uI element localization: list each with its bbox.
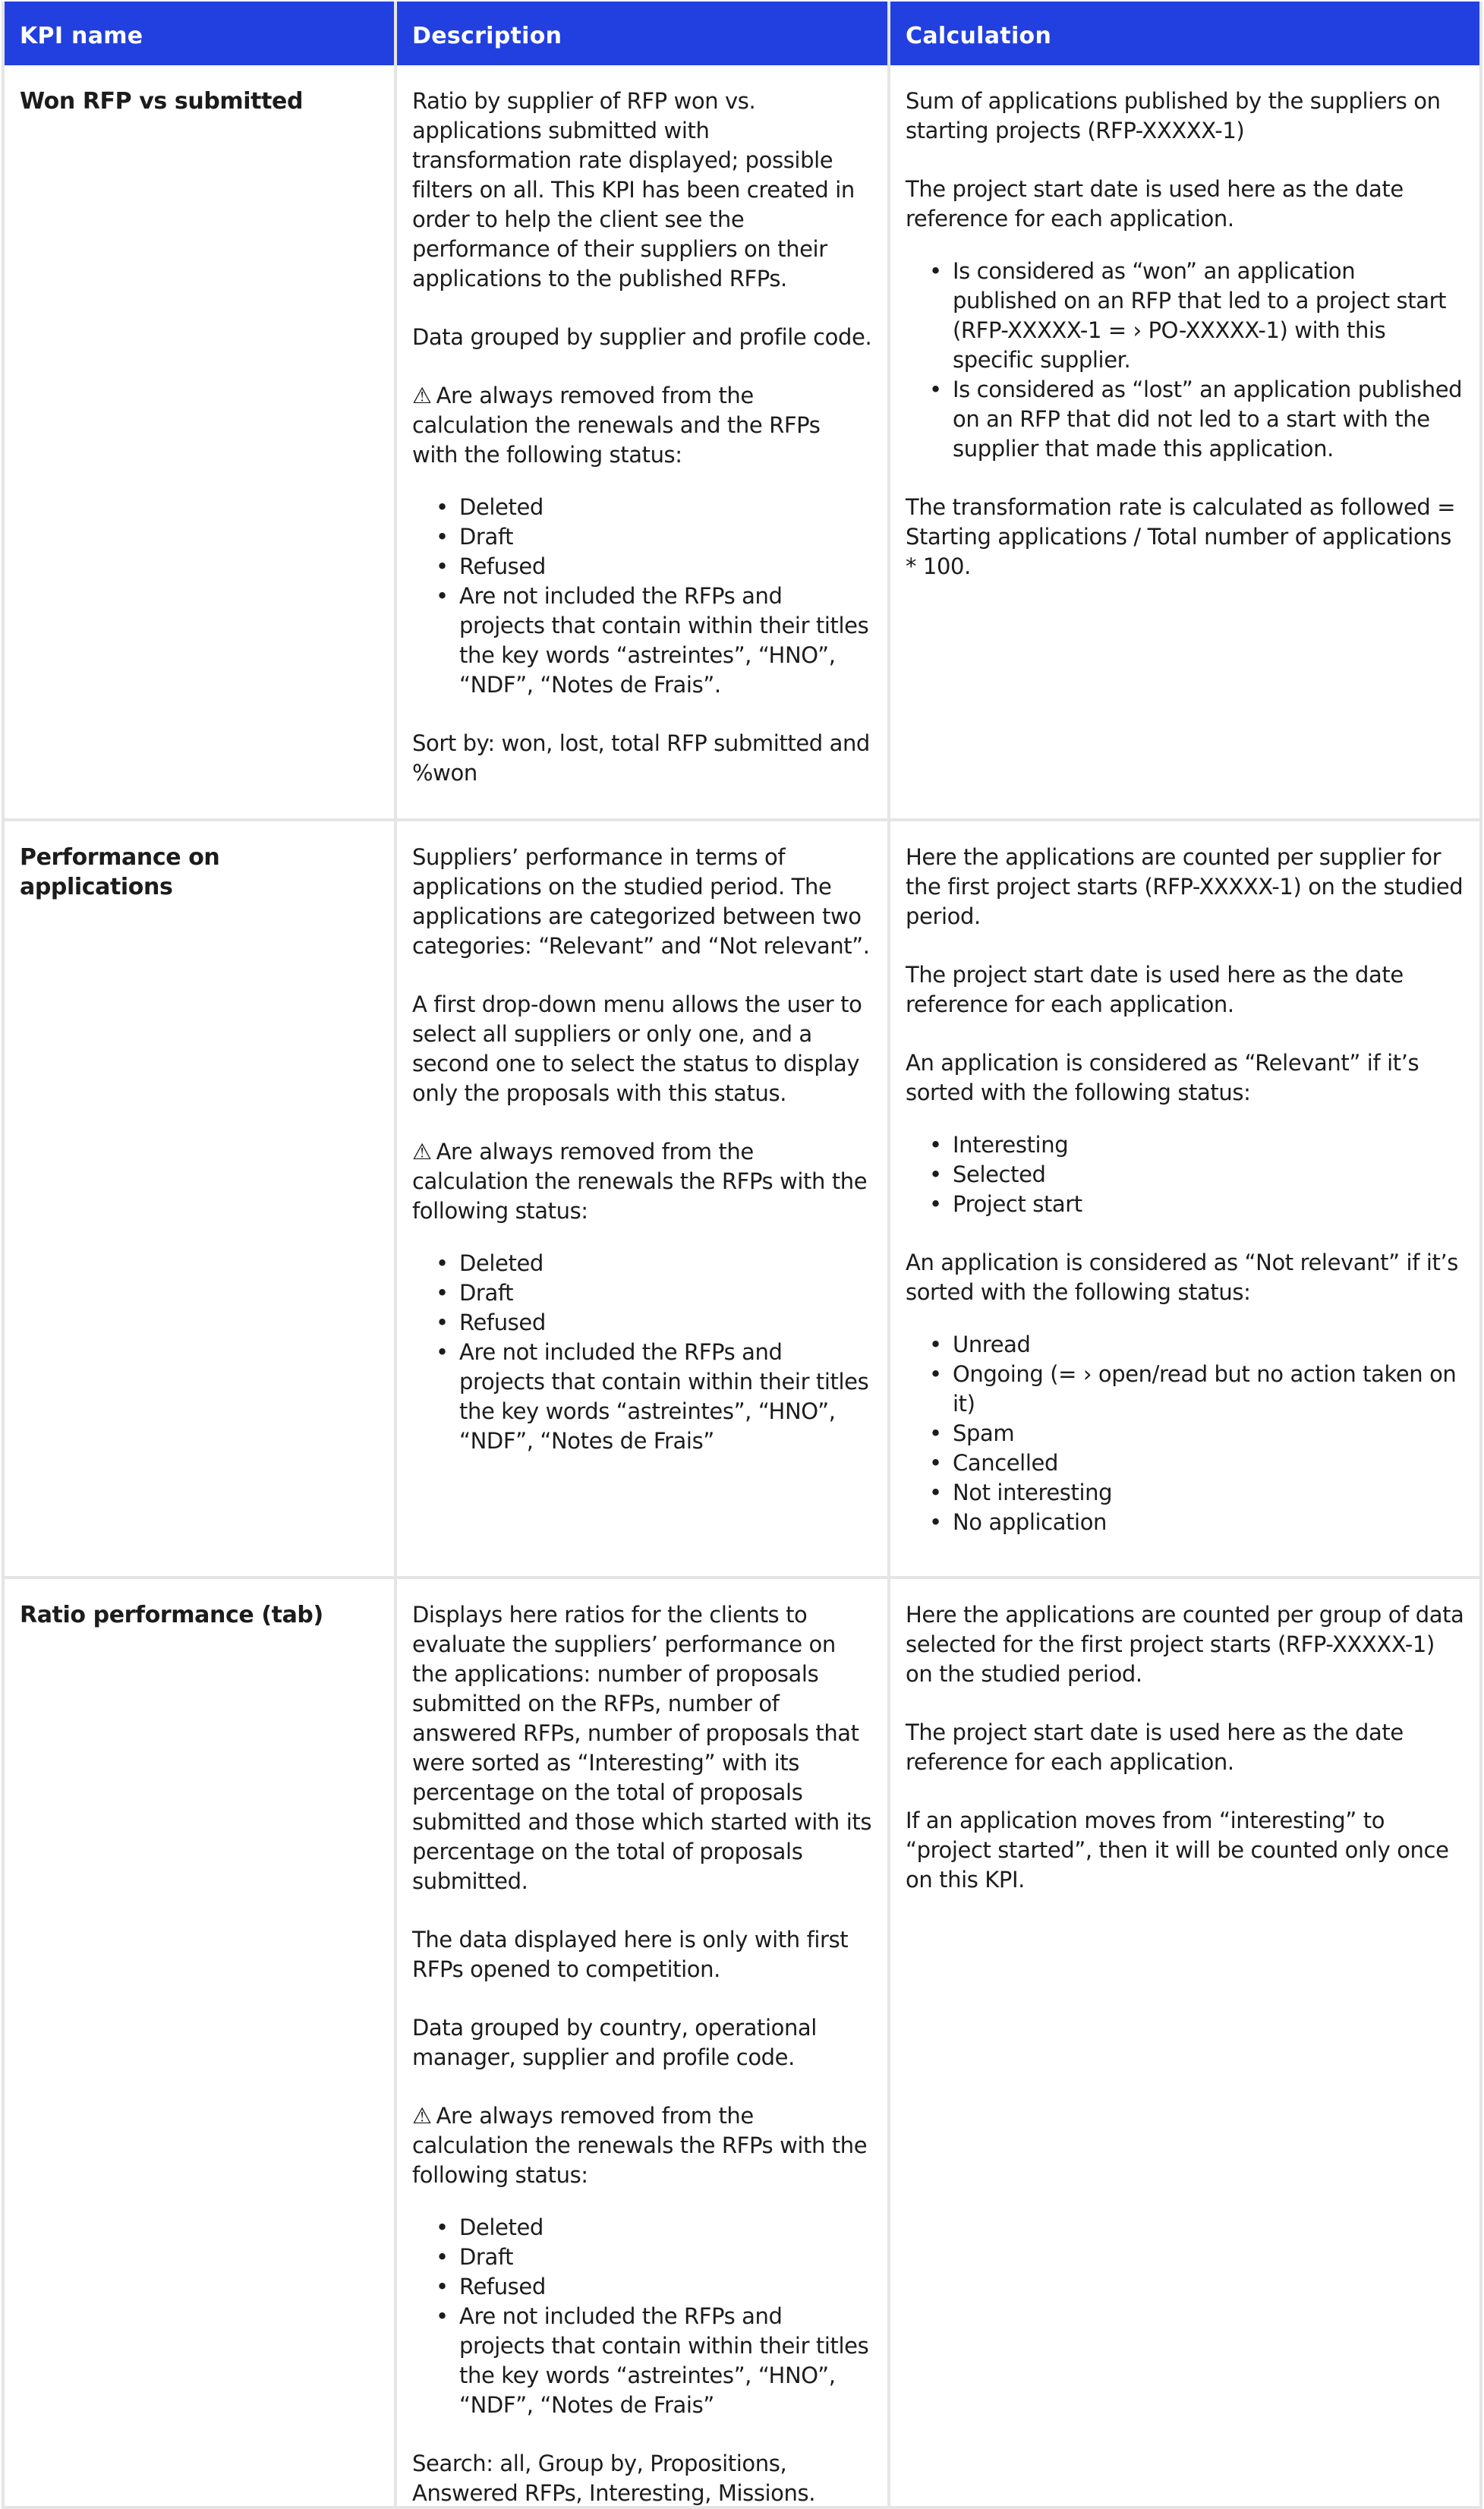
kpi-name: Ratio performance (tab) <box>5 1579 397 2506</box>
calculation-paragraph: An application is considered as “Relevant” if it’s sorted with the following status: <box>906 1050 1419 1105</box>
list-item: • Deleted <box>459 2213 872 2243</box>
description-paragraph: Data grouped by supplier and profile code. <box>412 324 872 350</box>
calculation-paragraph: The transformation rate is calculated as followed = Starting applications / Total number of applications * 100. <box>906 494 1456 579</box>
calculation-paragraph: If an application moves from “interesting” to “project started”, then it will be counted only once on this KPI. <box>906 1808 1449 1893</box>
header-kpi-name: KPI name <box>5 2 397 65</box>
calculation-paragraph: An application is considered as “Not relevant” if it’s sorted with the following status: <box>906 1250 1458 1305</box>
description-paragraph: A first drop-down menu allows the user to select all suppliers or only one, and a second one to select the status to display only the proposals with this status. <box>412 991 862 1106</box>
calculation-paragraph: The project start date is used here as the date reference for each application. <box>906 176 1404 232</box>
list-item: • Refused <box>459 1308 872 1338</box>
header-description: Description <box>397 2 890 65</box>
list-item: • Refused <box>459 2272 872 2302</box>
description-cell <box>397 65 890 818</box>
list-item: • Are not included the RFPs and projects that contain within their titles the key words “astreintes”, “HNO”, “NDF”, “Notes de Frais”. <box>459 582 872 700</box>
calculation-cell <box>890 821 1479 1576</box>
table-row <box>5 821 1479 1579</box>
warning-icon: ⚠ <box>412 1139 432 1165</box>
warning-text: Are always removed from the calculation the renewals the RFPs with the following status: <box>412 2103 868 2188</box>
kpi-name: Performance on applications <box>5 821 397 1576</box>
list-item: • Draft <box>459 522 872 552</box>
description-paragraph: Displays here ratios for the clients to evaluate the suppliers’ performance on the applications: number of proposals submitted on the RFPs, number of answered RFPs, number of proposals that were sorted as “Interesting” with its percentage on the total of proposals submitted and those which started with its percentage on the total of proposals submitted. <box>412 1602 872 1894</box>
warning-text: Are always removed from the calculation the renewals and the RFPs with the following status: <box>412 383 821 468</box>
list-item: • Are not included the RFPs and projects that contain within their titles the key words “astreintes”, “HNO”, “NDF”, “Notes de Frais” <box>459 1338 872 1456</box>
calculation-paragraph: Sum of applications published by the suppliers on starting projects (RFP-XXXXX-1) <box>906 88 1441 143</box>
description-paragraph: Sort by: won, lost, total RFP submitted and %won <box>412 730 870 786</box>
description-paragraph: Suppliers’ performance in terms of applications on the studied period. The applications are categorized between two categories: “Relevant” and “Not relevant”. <box>412 844 870 959</box>
not-relevant-status-list <box>906 1330 1464 1537</box>
list-item: • Draft <box>459 1278 872 1308</box>
status-list <box>412 1249 872 1456</box>
calculation-cell <box>890 65 1479 818</box>
description-cell <box>397 1579 890 2506</box>
warning-note <box>412 381 872 470</box>
description-paragraph: Search: all, Group by, Propositions, Answered RFPs, Interesting, Missions. <box>412 2451 816 2506</box>
won-lost-list <box>906 257 1464 464</box>
list-item: • Not interesting <box>953 1478 1464 1508</box>
kpi-name: Won RFP vs submitted <box>5 65 397 818</box>
list-item: • Deleted <box>459 1249 872 1278</box>
description-paragraph: Ratio by supplier of RFP won vs. applications submitted with transformation rate displayed; possible filters on all. This KPI has been created in order to help the client see the performance of their suppliers on their applications to the published RFPs. <box>412 88 855 292</box>
description-paragraph: The data displayed here is only with first RFPs opened to competition. <box>412 1927 849 1982</box>
list-item: • Ongoing (= › open/read but no action taken on it) <box>953 1360 1464 1419</box>
warning-note <box>412 2101 872 2190</box>
calculation-paragraph: Here the applications are counted per group of data selected for the first project starts (RFP-XXXXX-1) on the studied period. <box>906 1602 1464 1687</box>
calculation-paragraph: The project start date is used here as the date reference for each application. <box>906 1719 1404 1775</box>
status-list <box>412 493 872 700</box>
header-calculation: Calculation <box>906 23 1052 49</box>
description-paragraph: Data grouped by country, operational manager, supplier and profile code. <box>412 2015 817 2070</box>
list-item: • Project start <box>953 1190 1464 1219</box>
list-item: • Is considered as “lost” an application published on an RFP that did not led to a start with the supplier that made this application. <box>953 375 1464 464</box>
list-item: • Cancelled <box>953 1448 1464 1478</box>
list-item: • No application <box>953 1508 1464 1537</box>
list-item: • Deleted <box>459 493 872 522</box>
list-item: • Is considered as “won” an application published on an RFP that led to a project start (RFP-XXXXX-1 = › PO-XXXXX-1) with this specific supplier. <box>953 257 1464 375</box>
calculation-paragraph: Here the applications are counted per supplier for the first project starts (RFP-XXXXX-1) on the studied period. <box>906 844 1464 929</box>
status-list <box>412 2213 872 2420</box>
list-item: • Spam <box>953 1419 1464 1448</box>
kpi-table <box>2 2 1482 2509</box>
relevant-status-list <box>906 1130 1464 1219</box>
list-item: • Draft <box>459 2243 872 2272</box>
description-cell <box>397 821 890 1576</box>
list-item: • Selected <box>953 1160 1464 1190</box>
list-item: • Refused <box>459 552 872 582</box>
warning-icon: ⚠ <box>412 2103 432 2129</box>
warning-icon: ⚠ <box>412 383 432 408</box>
list-item: • Interesting <box>953 1130 1464 1160</box>
table-header-row <box>5 2 1479 65</box>
calculation-paragraph: The project start date is used here as the date reference for each application. <box>906 962 1404 1017</box>
list-item: • Unread <box>953 1330 1464 1360</box>
table-row <box>5 65 1479 821</box>
warning-text: Are always removed from the calculation the renewals the RFPs with the following status: <box>412 1139 868 1224</box>
list-item: • Are not included the RFPs and projects that contain within their titles the key words “astreintes”, “HNO”, “NDF”, “Notes de Frais” <box>459 2302 872 2420</box>
warning-note <box>412 1137 872 1226</box>
calculation-cell <box>890 1579 1479 2506</box>
table-row <box>5 1579 1479 2509</box>
